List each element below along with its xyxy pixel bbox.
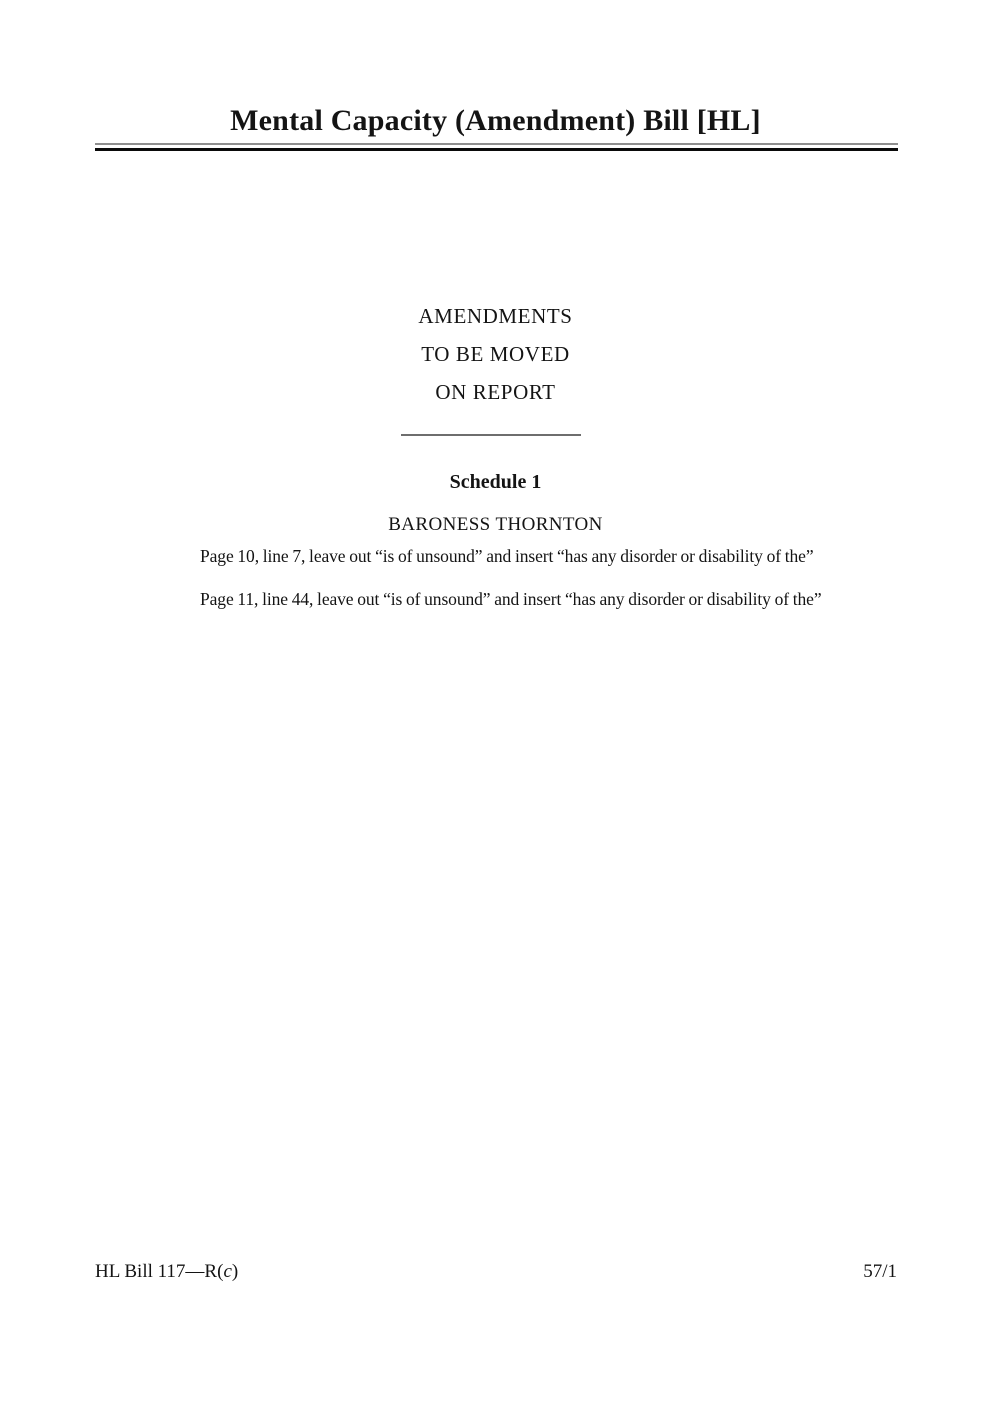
schedule-heading: Schedule 1 [449, 471, 542, 493]
session-heading-line-on-report: ON REPORT [435, 380, 556, 404]
title-rule-thick [95, 148, 898, 151]
session-heading [0, 297, 991, 411]
footer [95, 1258, 897, 1285]
session-heading-line-to-be-moved: TO BE MOVED [421, 342, 570, 366]
member-name: BARONESS THORNTON [388, 514, 603, 535]
session-heading-line-amendments: AMENDMENTS [418, 304, 573, 328]
bill-reference [95, 1258, 238, 1285]
title-rule-thin [95, 143, 898, 145]
amendment-paragraph-2: Page 11, line 44, leave out “is of unsound” and insert “has any disorder or disability of the” [200, 589, 822, 609]
page-title: Mental Capacity (Amendment) Bill [HL] [230, 104, 761, 137]
bill-reference-suffix: ) [231, 1261, 239, 1282]
section-divider-rule [401, 434, 581, 436]
bill-reference-italic-letter: c [223, 1261, 232, 1282]
bill-reference-prefix: HL Bill 117—R( [95, 1261, 224, 1282]
sheet-number: 57/1 [863, 1261, 897, 1282]
amendment-paragraph-1: Page 10, line 7, leave out “is of unsound” and insert “has any disorder or disability of the” [200, 546, 814, 566]
amendment-list [200, 541, 900, 627]
